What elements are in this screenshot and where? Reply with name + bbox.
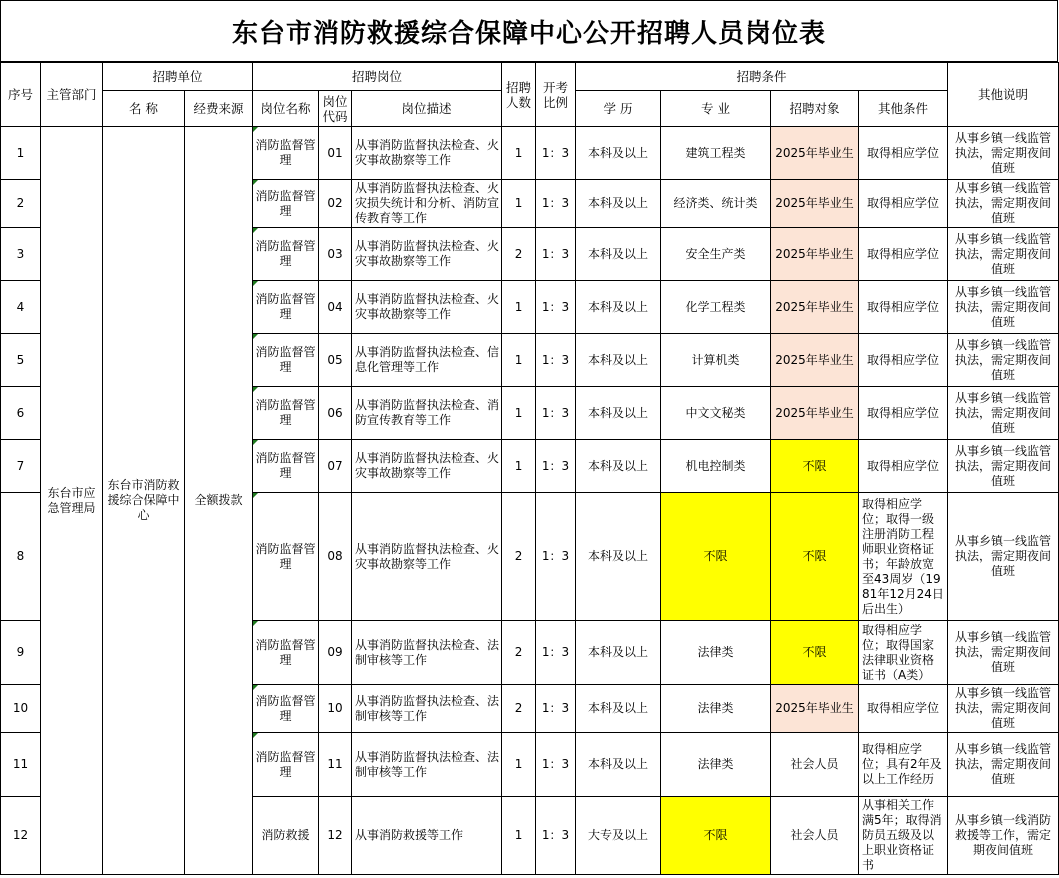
cell-code: 06: [319, 387, 352, 440]
header-remark: 其他说明: [948, 63, 1059, 127]
cell-remark: 从事乡镇一线监管执法，需定期夜间值班: [948, 733, 1059, 797]
cell-ratio: 1：3: [536, 685, 576, 733]
cell-target: 不限: [771, 621, 859, 685]
cell-desc: 从事消防监督执法检查、火灾事故勘察等工作: [352, 493, 502, 621]
cell-code: 05: [319, 334, 352, 387]
cell-edu: 本科及以上: [576, 127, 661, 180]
cell-post: 消防监督管理: [253, 387, 319, 440]
cell-other: 取得相应学位；取得一级注册消防工程师职业资格证书；年龄放宽至43周岁（1981年12月24日后出生）: [859, 493, 948, 621]
cell-edu: 本科及以上: [576, 281, 661, 334]
cell-desc: 从事消防监督执法检查、法制审核等工作: [352, 685, 502, 733]
cell-seq: 11: [1, 733, 41, 797]
cell-major: 经济类、统计类: [661, 180, 771, 228]
cell-remark: 从事乡镇一线监管执法，需定期夜间值班: [948, 180, 1059, 228]
cell-other: 取得相应学位: [859, 180, 948, 228]
cell-other: 取得相应学位；取得国家法律职业资格证书（A类）: [859, 621, 948, 685]
cell-count: 1: [502, 733, 536, 797]
cell-post: 消防监督管理: [253, 685, 319, 733]
cell-code: 04: [319, 281, 352, 334]
cell-ratio: 1：3: [536, 281, 576, 334]
cell-post: 消防监督管理: [253, 440, 319, 493]
cell-seq: 8: [1, 493, 41, 621]
cell-target: 2025年毕业生: [771, 685, 859, 733]
cell-ratio: 1：3: [536, 334, 576, 387]
header-count: 招聘人数: [502, 63, 536, 127]
cell-ratio: 1：3: [536, 228, 576, 281]
cell-edu: 本科及以上: [576, 180, 661, 228]
header-post-name: 岗位名称: [253, 91, 319, 127]
cell-count: 2: [502, 621, 536, 685]
cell-seq: 2: [1, 180, 41, 228]
cell-remark: 从事乡镇一线监管执法，需定期夜间值班: [948, 440, 1059, 493]
header-other-cond: 其他条件: [859, 91, 948, 127]
cell-target: 社会人员: [771, 797, 859, 875]
cell-count: 1: [502, 440, 536, 493]
cell-code: 10: [319, 685, 352, 733]
cell-desc: 从事消防监督执法检查、火灾损失统计和分析、消防宣传教育等工作: [352, 180, 502, 228]
cell-ratio: 1：3: [536, 180, 576, 228]
header-unit-name: 名 称: [103, 91, 185, 127]
header-edu: 学 历: [576, 91, 661, 127]
cell-remark: 从事乡镇一线监管执法，需定期夜间值班: [948, 493, 1059, 621]
cell-desc: 从事消防监督执法检查、火灾事故勘察等工作: [352, 228, 502, 281]
cell-post: 消防监督管理: [253, 334, 319, 387]
header-dept: 主管部门: [41, 63, 103, 127]
cell-target: 不限: [771, 493, 859, 621]
cell-desc: 从事消防监督执法检查、法制审核等工作: [352, 733, 502, 797]
cell-ratio: 1：3: [536, 797, 576, 875]
cell-desc: 从事消防监督执法检查、火灾事故勘察等工作: [352, 440, 502, 493]
cell-major: 法律类: [661, 685, 771, 733]
cell-post: 消防监督管理: [253, 127, 319, 180]
cell-other: 取得相应学位: [859, 127, 948, 180]
cell-target: 不限: [771, 440, 859, 493]
page-title: 东台市消防救援综合保障中心公开招聘人员岗位表: [0, 0, 1058, 62]
cell-major: 中文文秘类: [661, 387, 771, 440]
cell-code: 09: [319, 621, 352, 685]
cell-major: 法律类: [661, 733, 771, 797]
header-fund: 经费来源: [185, 91, 253, 127]
cell-count: 1: [502, 334, 536, 387]
cell-remark: 从事乡镇一线监管执法，需定期夜间值班: [948, 334, 1059, 387]
cell-post: 消防监督管理: [253, 493, 319, 621]
header-unit-group: 招聘单位: [103, 63, 253, 91]
cell-ratio: 1：3: [536, 387, 576, 440]
table-row: [1, 127, 1059, 180]
cell-post: 消防救援: [253, 797, 319, 875]
recruitment-table: [0, 62, 1059, 875]
cell-remark: 从事乡镇一线监管执法，需定期夜间值班: [948, 281, 1059, 334]
header-post-code: 岗位代码: [319, 91, 352, 127]
cell-remark: 从事乡镇一线消防救援等工作，需定期夜间值班: [948, 797, 1059, 875]
cell-seq: 9: [1, 621, 41, 685]
cell-seq: 12: [1, 797, 41, 875]
cell-remark: 从事乡镇一线监管执法，需定期夜间值班: [948, 127, 1059, 180]
cell-other: 取得相应学位: [859, 281, 948, 334]
header-cond-group: 招聘条件: [576, 63, 948, 91]
cell-post: 消防监督管理: [253, 180, 319, 228]
cell-ratio: 1：3: [536, 493, 576, 621]
cell-post: 消防监督管理: [253, 621, 319, 685]
cell-remark: 从事乡镇一线监管执法，需定期夜间值班: [948, 685, 1059, 733]
cell-unit: 东台市消防救援综合保障中心: [103, 127, 185, 875]
cell-edu: 本科及以上: [576, 387, 661, 440]
cell-desc: 从事消防救援等工作: [352, 797, 502, 875]
cell-seq: 1: [1, 127, 41, 180]
header-major: 专 业: [661, 91, 771, 127]
cell-target: 2025年毕业生: [771, 180, 859, 228]
cell-code: 02: [319, 180, 352, 228]
cell-edu: 本科及以上: [576, 440, 661, 493]
cell-other: 取得相应学位: [859, 685, 948, 733]
cell-ratio: 1：3: [536, 621, 576, 685]
cell-target: 2025年毕业生: [771, 228, 859, 281]
cell-post: 消防监督管理: [253, 733, 319, 797]
cell-edu: 本科及以上: [576, 733, 661, 797]
cell-seq: 4: [1, 281, 41, 334]
cell-other: 从事相关工作满5年；取得消防员五级及以上职业资格证书: [859, 797, 948, 875]
cell-count: 1: [502, 797, 536, 875]
cell-major: 不限: [661, 493, 771, 621]
cell-edu: 本科及以上: [576, 228, 661, 281]
cell-major: 建筑工程类: [661, 127, 771, 180]
cell-code: 01: [319, 127, 352, 180]
cell-fund: 全额拨款: [185, 127, 253, 875]
cell-code: 03: [319, 228, 352, 281]
cell-desc: 从事消防监督执法检查、信息化管理等工作: [352, 334, 502, 387]
cell-desc: 从事消防监督执法检查、法制审核等工作: [352, 621, 502, 685]
cell-code: 11: [319, 733, 352, 797]
cell-target: 2025年毕业生: [771, 334, 859, 387]
cell-target: 社会人员: [771, 733, 859, 797]
cell-other: 取得相应学位: [859, 387, 948, 440]
cell-seq: 7: [1, 440, 41, 493]
cell-remark: 从事乡镇一线监管执法，需定期夜间值班: [948, 387, 1059, 440]
cell-count: 1: [502, 127, 536, 180]
cell-desc: 从事消防监督执法检查、消防宣传教育等工作: [352, 387, 502, 440]
cell-major: 计算机类: [661, 334, 771, 387]
cell-seq: 10: [1, 685, 41, 733]
cell-major: 安全生产类: [661, 228, 771, 281]
cell-major: 不限: [661, 797, 771, 875]
cell-count: 1: [502, 281, 536, 334]
cell-seq: 3: [1, 228, 41, 281]
cell-remark: 从事乡镇一线监管执法，需定期夜间值班: [948, 228, 1059, 281]
cell-other: 取得相应学位；具有2年及以上工作经历: [859, 733, 948, 797]
cell-dept: 东台市应急管理局: [41, 127, 103, 875]
cell-target: 2025年毕业生: [771, 127, 859, 180]
cell-code: 07: [319, 440, 352, 493]
cell-edu: 本科及以上: [576, 334, 661, 387]
cell-count: 1: [502, 180, 536, 228]
cell-edu: 本科及以上: [576, 621, 661, 685]
cell-edu: 本科及以上: [576, 685, 661, 733]
cell-target: 2025年毕业生: [771, 281, 859, 334]
cell-target: 2025年毕业生: [771, 387, 859, 440]
header-ratio: 开考比例: [536, 63, 576, 127]
cell-major: 化学工程类: [661, 281, 771, 334]
cell-code: 08: [319, 493, 352, 621]
cell-count: 2: [502, 685, 536, 733]
cell-other: 取得相应学位: [859, 334, 948, 387]
cell-seq: 5: [1, 334, 41, 387]
cell-other: 取得相应学位: [859, 440, 948, 493]
cell-ratio: 1：3: [536, 127, 576, 180]
cell-ratio: 1：3: [536, 733, 576, 797]
cell-remark: 从事乡镇一线监管执法，需定期夜间值班: [948, 621, 1059, 685]
header-seq: 序号: [1, 63, 41, 127]
cell-desc: 从事消防监督执法检查、火灾事故勘察等工作: [352, 281, 502, 334]
cell-count: 2: [502, 493, 536, 621]
header-target: 招聘对象: [771, 91, 859, 127]
cell-other: 取得相应学位: [859, 228, 948, 281]
cell-ratio: 1：3: [536, 440, 576, 493]
cell-seq: 6: [1, 387, 41, 440]
cell-count: 2: [502, 228, 536, 281]
cell-post: 消防监督管理: [253, 281, 319, 334]
header-post-group: 招聘岗位: [253, 63, 502, 91]
cell-edu: 本科及以上: [576, 493, 661, 621]
cell-code: 12: [319, 797, 352, 875]
cell-count: 1: [502, 387, 536, 440]
header-post-desc: 岗位描述: [352, 91, 502, 127]
cell-post: 消防监督管理: [253, 228, 319, 281]
cell-desc: 从事消防监督执法检查、火灾事故勘察等工作: [352, 127, 502, 180]
cell-major: 法律类: [661, 621, 771, 685]
cell-edu: 大专及以上: [576, 797, 661, 875]
cell-major: 机电控制类: [661, 440, 771, 493]
